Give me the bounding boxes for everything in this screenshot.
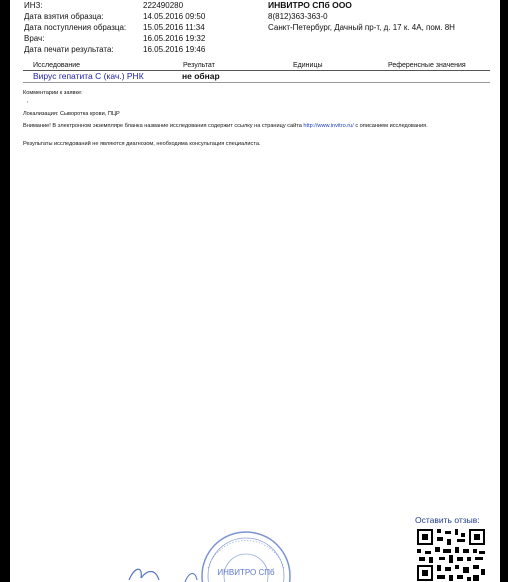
comments-value: , — [27, 98, 29, 104]
info-row — [24, 0, 205, 11]
info-row — [24, 44, 205, 55]
warning-text: Внимание! В электронном экземпляре бланка название исследования содержит ссылку на страницу сайта — [23, 123, 304, 129]
info-label: Дата печати результата: — [24, 45, 114, 54]
info-value: 222490280 — [143, 1, 184, 10]
info-row — [24, 33, 205, 44]
org-address: Санкт-Петербург, Дачный пр-т, д. 17 к. 4А, пом. 8Н — [268, 23, 455, 32]
column-header-test: Исследование — [33, 62, 81, 69]
doctor-signature — [125, 560, 215, 582]
column-header-result: Результат — [183, 62, 215, 69]
info-label: Дата поступления образца: — [24, 23, 127, 32]
table-row — [23, 71, 490, 83]
feedback-qr-code[interactable] — [415, 527, 487, 582]
test-result: не обнар — [182, 71, 220, 81]
stamp-text: ИНВИТРО СПб — [217, 568, 275, 577]
column-header-units: Единицы — [293, 62, 323, 69]
info-label: ИНЗ: — [24, 1, 43, 10]
info-row — [24, 22, 205, 33]
invitro-link[interactable]: http://www.invitro.ru/ — [303, 123, 354, 129]
info-value: 14.05.2016 09:50 — [143, 12, 206, 21]
info-label: Врач: — [24, 34, 45, 43]
warning-text-end: с описанием исследования. — [353, 123, 428, 129]
info-value: 16.05.2016 19:46 — [143, 45, 206, 54]
sample-info — [24, 0, 205, 55]
results-table-header — [23, 61, 490, 71]
disclaimer-text: Результаты исследований не являются диагнозом, необходима консультация специалиста. — [23, 141, 261, 147]
info-value: 16.05.2016 19:32 — [143, 34, 206, 43]
lab-report-page — [10, 0, 500, 582]
org-name: ИНВИТРО СПб ООО — [268, 0, 352, 10]
lab-organization — [268, 0, 455, 33]
warning-note — [23, 123, 488, 131]
feedback-label: Оставить отзыв: — [415, 515, 480, 525]
localization-text: Локализация: Сыворотка крови, ПЦР — [23, 111, 120, 117]
org-phone: 8(812)363-363-0 — [268, 12, 328, 21]
test-name-link[interactable]: Вирус гепатита С (кач.) РНК — [33, 71, 144, 81]
info-row — [24, 11, 205, 22]
column-header-reference: Референсные значения — [388, 62, 466, 69]
comments-label: Комментарии к заявке: — [23, 90, 83, 96]
info-label: Дата взятия образца: — [24, 12, 104, 21]
info-value: 15.05.2016 11:34 — [143, 23, 205, 32]
